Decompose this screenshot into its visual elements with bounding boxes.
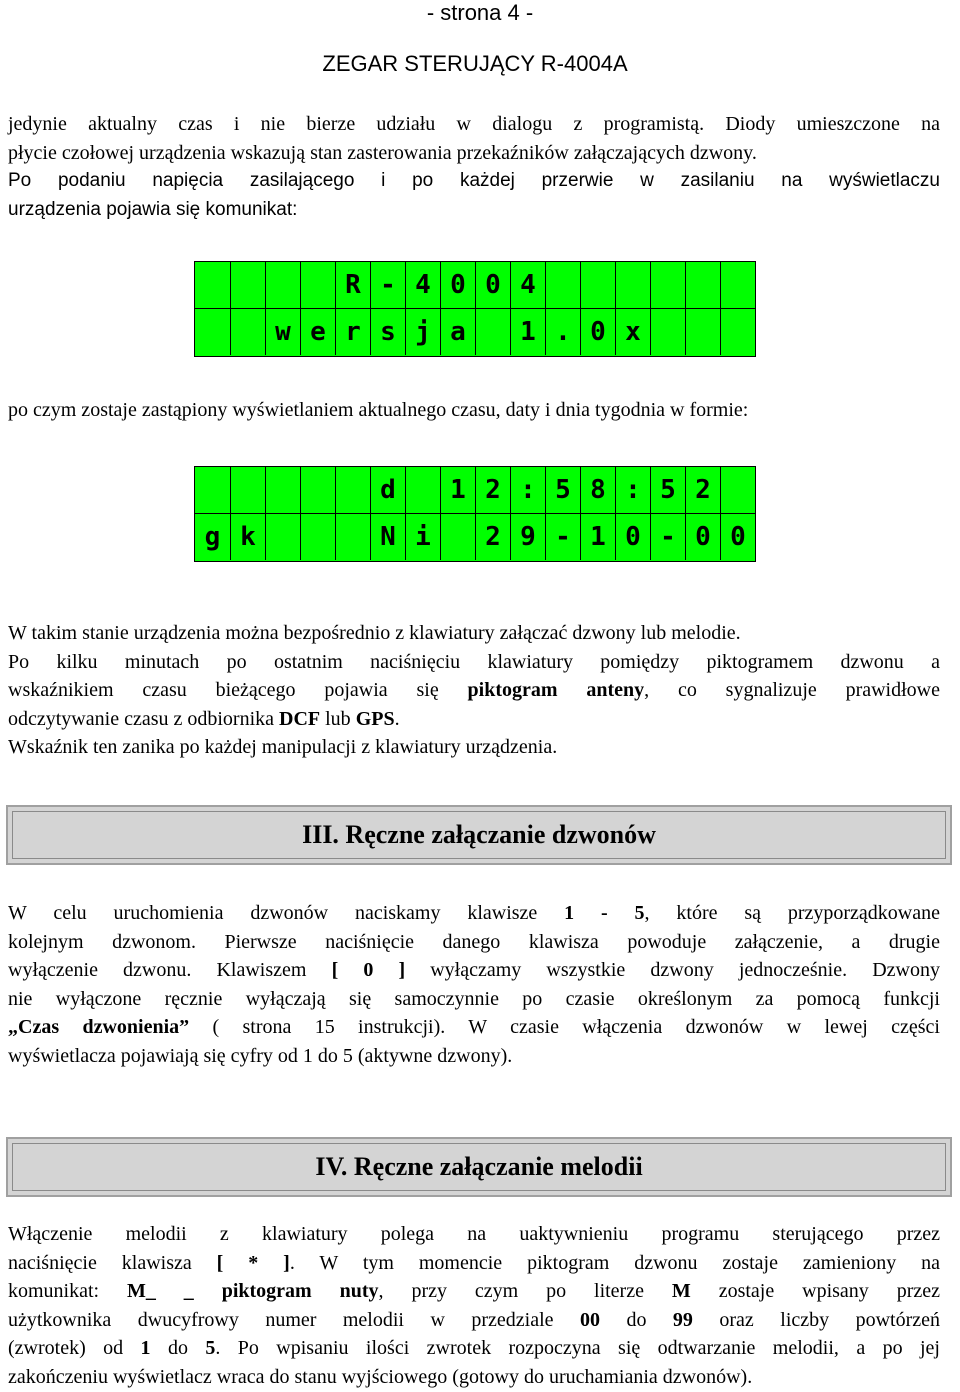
paragraph-line: W celu uruchomienia dzwonów naciskamy klawisze 1 - 5, które są przyporządkowane xyxy=(8,902,940,924)
lcd-cell xyxy=(265,467,300,513)
intro-line: urządzenia pojawia się komunikat: xyxy=(8,198,298,220)
intro-paragraph xyxy=(8,110,940,167)
lcd-cell: 5 xyxy=(545,467,580,513)
lcd-cell: - xyxy=(650,514,685,560)
lcd-row-2 xyxy=(195,309,755,355)
lcd-cell xyxy=(265,514,300,560)
lcd-cell xyxy=(685,309,720,355)
lcd-cell xyxy=(195,467,230,513)
lcd-cell xyxy=(195,309,230,355)
lcd-cell: 0 xyxy=(615,514,650,560)
paragraph-line: W takim stanie urządzenia można bezpośrednio z klawiatury załączać dzwony lub melodie. xyxy=(8,622,741,644)
status-paragraph xyxy=(8,619,940,762)
document-title: ZEGAR STERUJĄCY R-4004A xyxy=(322,51,628,76)
lcd-cell: 5 xyxy=(650,467,685,513)
lcd-cell xyxy=(195,262,230,308)
lcd-cell: g xyxy=(204,522,221,552)
lcd-cell xyxy=(300,514,335,560)
lcd-cell: 2 xyxy=(685,467,720,513)
lcd-cell: 0 xyxy=(580,309,615,355)
paragraph-line: użytkownika dwucyfrowy numer melodii w przedziale 00 do 99 oraz liczby powtórzeń xyxy=(8,1308,941,1331)
lcd-cell: 4 xyxy=(405,262,440,308)
section-title: IV. Ręczne załączanie melodii xyxy=(315,1152,643,1181)
lcd-cell xyxy=(300,262,335,308)
paragraph-line: wskaźnikiem czasu bieżącego pojawia się piktogram anteny, co sygnalizuje prawidłowe xyxy=(8,679,940,702)
lcd-cell: s xyxy=(370,309,405,355)
lcd-cell xyxy=(405,467,440,513)
paragraph-line: (zwrotek) od 1 do 5. Po wpisaniu ilości zwrotek rozpoczyna się odtwarzanie melodii, a po jej xyxy=(8,1337,940,1360)
lcd-cell: 0 xyxy=(440,262,475,308)
lcd-cell xyxy=(475,309,510,355)
intro-paragraph-2 xyxy=(8,167,940,224)
lcd-cell xyxy=(230,262,265,308)
after-lcd1-text xyxy=(8,396,940,425)
lcd-cell: 2 xyxy=(475,514,510,560)
lcd-cell: 0 xyxy=(720,514,755,560)
section-iv-paragraph xyxy=(8,1220,940,1392)
lcd-cell: N xyxy=(370,514,405,560)
lcd-cell xyxy=(685,262,720,308)
page-number: - strona 4 - xyxy=(426,0,534,25)
paragraph-line: Wskaźnik ten zanika po każdej manipulacji z klawiatury urządzenia. xyxy=(8,736,558,759)
lcd-display-startup xyxy=(194,261,756,357)
section-header-iii xyxy=(6,805,952,865)
lcd-cell: r xyxy=(335,309,370,355)
section-iii-paragraph xyxy=(8,899,940,1071)
lcd-cell xyxy=(580,262,615,308)
lcd-cell: w xyxy=(265,309,300,355)
lcd-cell: i xyxy=(405,514,440,560)
paragraph-line: odczytywanie czasu z odbiornika DCF lub GPS. xyxy=(8,707,400,730)
lcd-cell: e xyxy=(300,309,335,355)
paragraph-line: po czym zostaje zastąpiony wyświetlaniem aktualnego czasu, daty i dnia tygodnia w formie: xyxy=(8,399,749,421)
lcd-row-1 xyxy=(195,262,755,308)
lcd-cell: 1 xyxy=(440,467,475,513)
lcd-cell xyxy=(720,467,755,513)
lcd-cell: 8 xyxy=(580,467,615,513)
paragraph-line: komunikat: M_ _ piktogram nuty, przy czym po literze M zostaje wpisany przez xyxy=(8,1280,940,1303)
lcd-cell: j xyxy=(405,309,440,355)
lcd-cell: : xyxy=(510,467,545,513)
section-title: III. Ręczne załączanie dzwonów xyxy=(302,820,656,849)
paragraph-line: wyłączenie dzwonu. Klawiszem [ 0 ] wyłączamy wszystkie dzwony jednocześnie. Dzwony xyxy=(8,959,940,982)
lcd-cell: x xyxy=(615,309,650,355)
lcd-cell: - xyxy=(545,514,580,560)
paragraph-line: naciśnięcie klawisza [ * ]. W tym momencie piktogram dzwonu zostaje zamieniony na xyxy=(8,1251,940,1274)
lcd-row-2 xyxy=(195,514,755,560)
intro-line: płycie czołowej urządzenia wskazują stan zasterowania przekaźników załączających dzwony. xyxy=(8,141,757,164)
lcd-cell xyxy=(650,309,685,355)
lcd-cell: : xyxy=(615,467,650,513)
lcd-cell: 0 xyxy=(685,514,720,560)
paragraph-line: wyświetlacza pojawiają się cyfry od 1 do 5 (aktywne dzwony). xyxy=(8,1044,513,1067)
paragraph-line: nie wyłączone ręcznie wyłączają się samoczynnie po czasie określonym za pomocą funkcji xyxy=(8,987,940,1010)
lcd-cell xyxy=(650,262,685,308)
lcd-cell: 2 xyxy=(475,467,510,513)
lcd-cell: 1 xyxy=(580,514,615,560)
lcd-cell: 9 xyxy=(510,514,545,560)
lcd-cell: d xyxy=(370,467,405,513)
paragraph-line: Włączenie melodii z klawiatury polega na uaktywnieniu programu sterującego przez xyxy=(8,1223,940,1245)
lcd-cell xyxy=(545,262,580,308)
lcd-cell: - xyxy=(370,262,405,308)
paragraph-line: zakończeniu wyświetlacz wraca do stanu wyjściowego (gotowy do uruchamiania dzwonów). xyxy=(8,1365,753,1388)
lcd-cell xyxy=(265,262,300,308)
lcd-cell xyxy=(440,514,475,560)
lcd-cell xyxy=(230,467,265,513)
lcd-cell xyxy=(615,262,650,308)
lcd-display-clock xyxy=(194,466,756,562)
paragraph-line: „Czas dzwonienia” ( strona 15 instrukcji). W czasie włączenia dzwonów w lewej części xyxy=(8,1016,940,1039)
lcd-cell: 0 xyxy=(475,262,510,308)
paragraph-line: kolejnym dzwonom. Pierwsze naciśnięcie danego klawisza powoduje załączenie, a drugie xyxy=(8,930,940,953)
lcd-cell xyxy=(335,514,370,560)
section-header-iv xyxy=(6,1137,952,1197)
lcd-cell: 1 xyxy=(510,309,545,355)
lcd-row-1 xyxy=(195,467,755,513)
intro-line: Po podaniu napięcia zasilającego i po każdej przerwie w zasilaniu na wyświetlaczu xyxy=(8,170,940,191)
lcd-cell xyxy=(720,309,755,355)
lcd-cell xyxy=(230,309,265,355)
lcd-cell: a xyxy=(440,309,475,355)
lcd-cell xyxy=(720,262,755,308)
lcd-cell: k xyxy=(230,514,265,560)
lcd-cell: . xyxy=(545,309,580,355)
lcd-cell: R xyxy=(335,262,370,308)
lcd-cell xyxy=(335,467,370,513)
lcd-cell xyxy=(300,467,335,513)
paragraph-line: Po kilku minutach po ostatnim naciśnięciu klawiatury pomiędzy piktogramem dzwonu a xyxy=(8,650,940,673)
intro-line: jedynie aktualny czas i nie bierze udziału w dialogu z programistą. Diody umieszczone na xyxy=(8,113,940,135)
lcd-cell: 4 xyxy=(510,262,545,308)
